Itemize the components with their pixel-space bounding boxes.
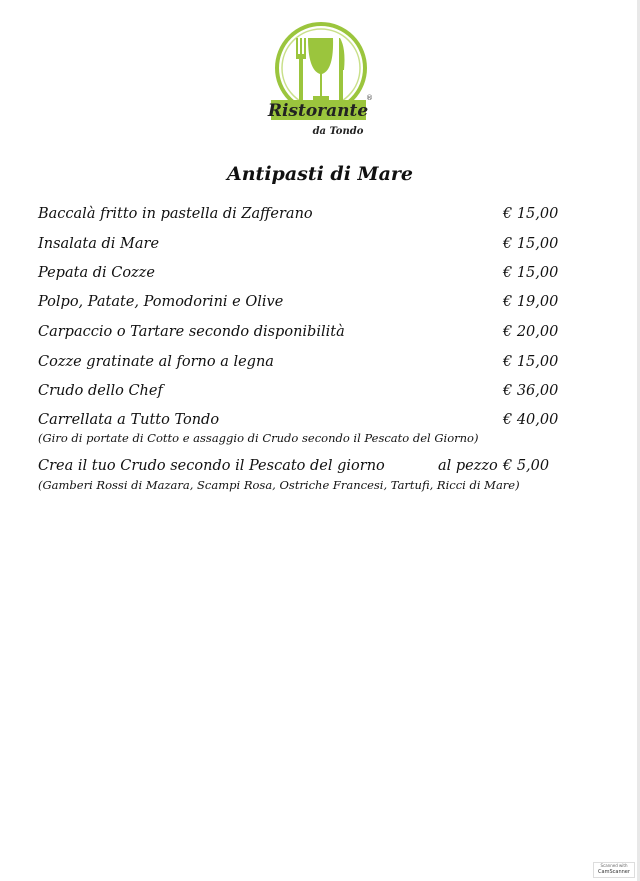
- menu-item-price: € 19,00: [503, 294, 559, 310]
- menu-item-name: Pepata di Cozze: [38, 265, 155, 281]
- scanner-watermark: [593, 862, 635, 878]
- menu-item-name: Crea il tuo Crudo secondo il Pescato del giorno: [38, 458, 385, 474]
- menu-item-price: € 15,00: [503, 265, 559, 281]
- menu-item-price: € 15,00: [503, 236, 559, 252]
- menu-item-price: € 15,00: [503, 206, 559, 222]
- menu-item-price: € 20,00: [503, 324, 559, 340]
- menu-item-name: Cozze gratinate al forno a legna: [38, 354, 274, 370]
- logo-text: Ristorante: [267, 101, 369, 121]
- menu-item-note: (Giro di portate di Cotto e assaggio di Crudo secondo il Pescato del Giorno): [38, 431, 479, 445]
- menu-item-unit: al pezzo: [438, 458, 498, 474]
- section-title: Antipasti di Mare: [226, 163, 413, 185]
- watermark-line2: CamScanner: [598, 869, 630, 875]
- menu-item-price: € 5,00: [503, 458, 550, 474]
- menu-item-name: Carrellata a Tutto Tondo: [38, 412, 220, 428]
- menu-item-name: Crudo dello Chef: [38, 383, 163, 399]
- svg-text:da Tondo: da Tondo: [312, 126, 364, 137]
- menu-item-note: (Gamberi Rossi di Mazara, Scampi Rosa, Ostriche Francesi, Tartufi, Ricci di Mare): [38, 478, 520, 492]
- svg-text:®: ®: [366, 94, 373, 102]
- menu-item-price: € 40,00: [503, 412, 559, 428]
- menu-item-name: Carpaccio o Tartare secondo disponibilità: [38, 324, 345, 340]
- menu-item-name: Insalata di Mare: [38, 236, 160, 252]
- menu-item-name: Baccalà fritto in pastella di Zafferano: [38, 206, 313, 222]
- menu-item-price: € 36,00: [503, 383, 559, 399]
- menu-item-price: € 15,00: [503, 354, 559, 370]
- watermark-line1: Scanned with: [600, 863, 628, 868]
- restaurant-logo: [266, 18, 376, 142]
- menu-item-name: Polpo, Patate, Pomodorini e Olive: [38, 294, 284, 310]
